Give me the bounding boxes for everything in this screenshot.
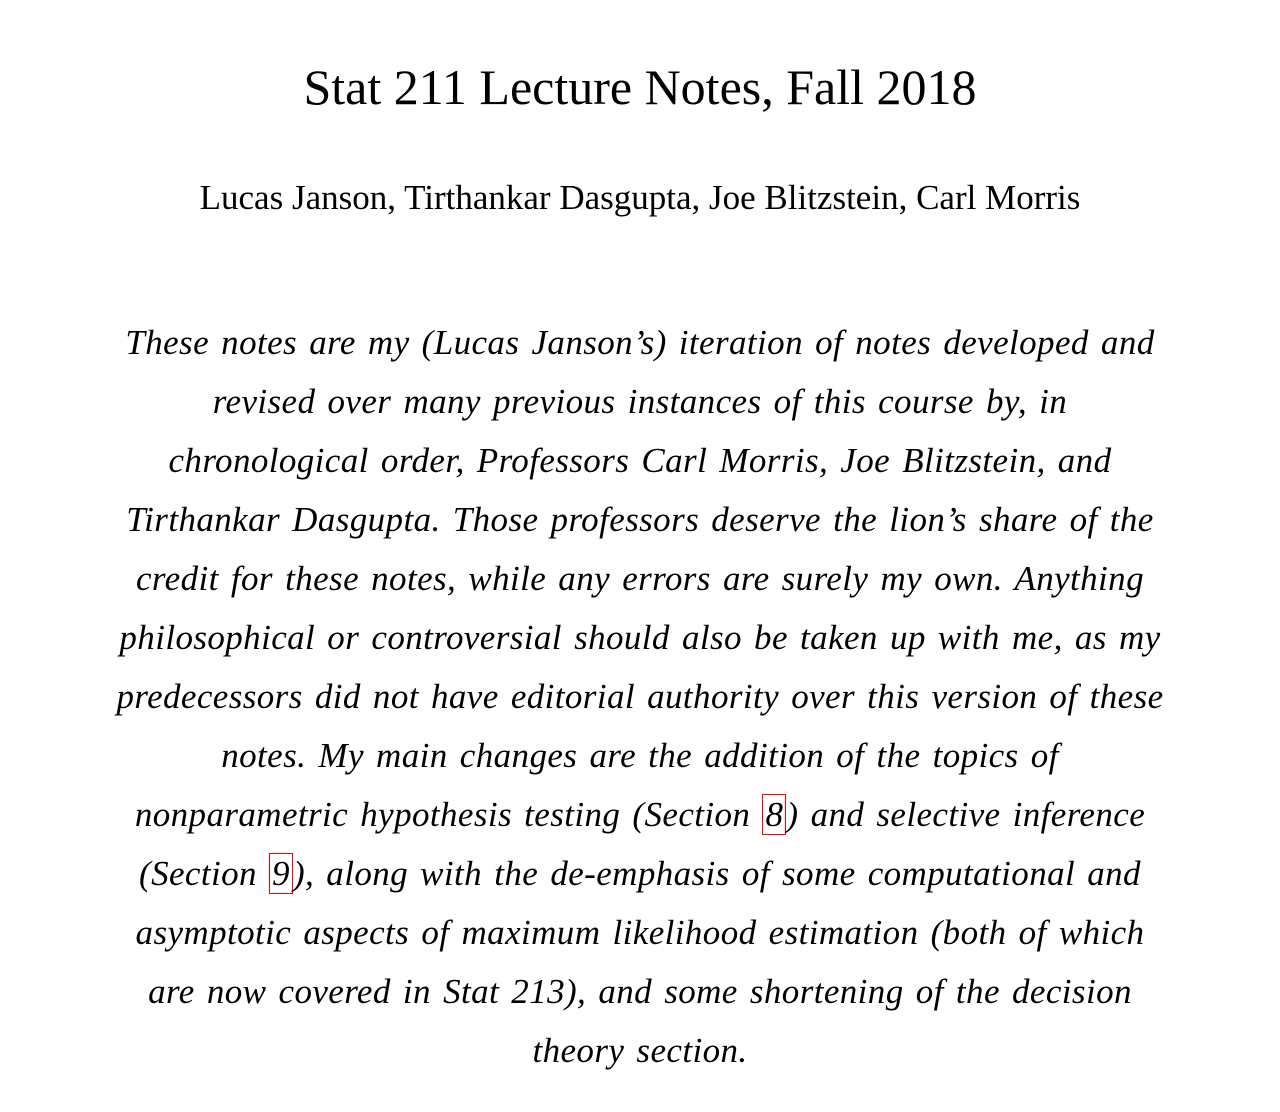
abstract-line: chronological order, Professors Carl Morris, Joe Blitzstein, and	[168, 441, 1112, 480]
abstract-text: nonparametric hypothesis testing (Section	[134, 795, 763, 834]
abstract-line: philosophical or controversial should also be taken up with me, as my	[119, 618, 1161, 657]
abstract-line	[40, 785, 1240, 844]
authors: Lucas Janson, Tirthankar Dasgupta, Joe Blitzstein, Carl Morris	[199, 178, 1081, 217]
abstract-line: predecessors did not have editorial authority over this version of these	[116, 677, 1164, 716]
abstract-line: revised over many previous instances of this course by, in	[212, 382, 1068, 421]
document-title: Stat 211 Lecture Notes, Fall 2018	[303, 59, 977, 115]
abstract-line: are now covered in Stat 213), and some shortening of the decision	[148, 972, 1132, 1011]
abstract-line: theory section.	[532, 1031, 748, 1070]
abstract-text: ), along with the de-emphasis of some computational and	[292, 854, 1141, 893]
abstract-line: These notes are my (Lucas Janson’s) iteration of notes developed and	[125, 323, 1155, 362]
abstract-line: Tirthankar Dasgupta. Those professors deserve the lion’s share of the	[126, 500, 1154, 539]
abstract-line: asymptotic aspects of maximum likelihood estimation (both of which	[135, 913, 1145, 952]
section-8-link[interactable]: 8	[762, 794, 786, 835]
abstract-line	[40, 844, 1240, 903]
abstract-line: notes. My main changes are the addition of the topics of	[221, 736, 1059, 775]
abstract-text: (Section	[139, 854, 270, 893]
abstract-text: ) and selective inference	[786, 795, 1146, 834]
abstract-line: credit for these notes, while any errors are surely my own. Anything	[136, 559, 1144, 598]
section-9-link[interactable]: 9	[269, 853, 293, 894]
abstract-paragraph	[40, 313, 1240, 1080]
